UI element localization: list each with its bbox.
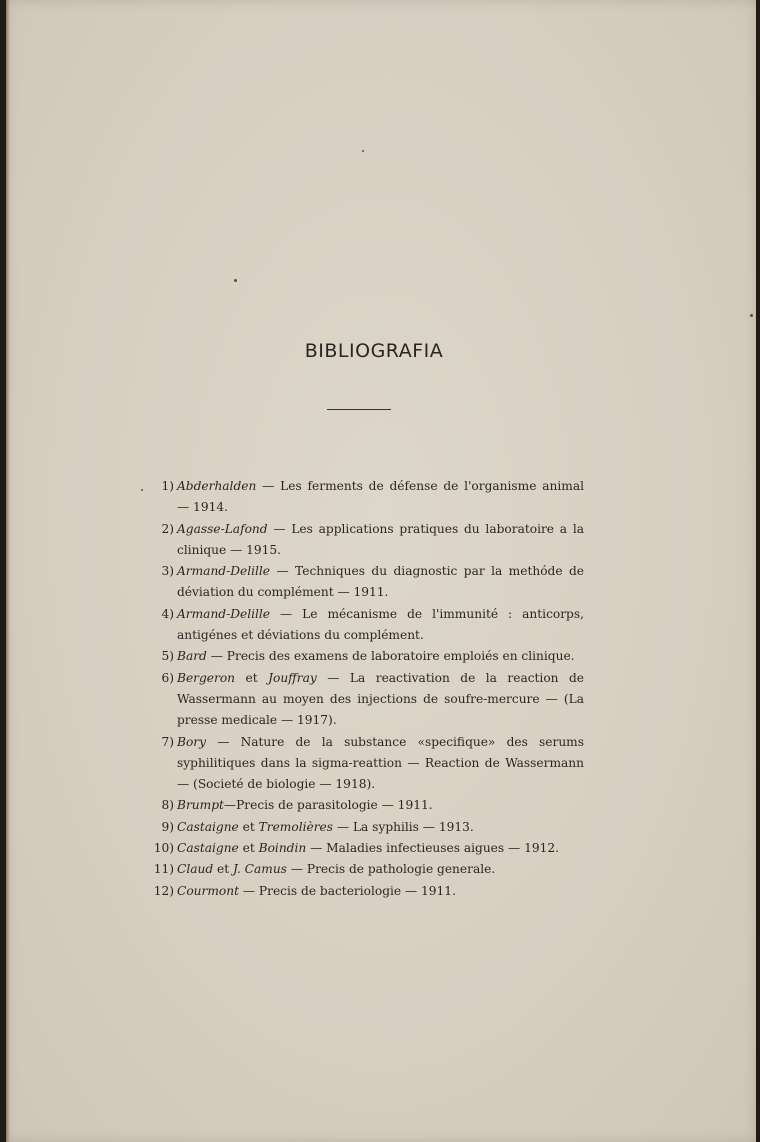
entry-number: 1) — [161, 479, 174, 493]
paper-speck — [141, 489, 143, 491]
bibliography-entry — [150, 817, 584, 838]
entry-author: Bergeron — [177, 670, 236, 685]
entry-citation: — Techniques du diagnostic par la methóde de déviation du complément — 1911. — [177, 564, 584, 600]
title-divider — [327, 409, 391, 410]
bibliography-entry — [150, 668, 584, 732]
entry-text — [177, 859, 584, 880]
entry-text — [177, 668, 584, 732]
entry-author: Castaigne — [177, 841, 239, 856]
entry-citation: — Nature de la substance «specifique» des serums syphilitiques dans la sigma-reattion — Reaction de Wassermann — (Societé de biologie — 1918). — [177, 734, 584, 792]
entry-text — [177, 795, 584, 816]
entry-coauthor: Tremolières — [258, 819, 334, 834]
entry-text — [177, 646, 584, 667]
bibliography-entry — [150, 519, 584, 562]
entry-coauthor: Boindin — [258, 841, 307, 856]
entry-citation: — Les applications pratiques du laboratoire a la clinique — 1915. — [177, 521, 584, 557]
entry-citation: — Precis de pathologie generale. — [286, 862, 496, 877]
paper-speck — [750, 314, 753, 317]
entry-citation: — Le mécanisme de l'immunité : anticorps, antigénes et déviations du complément. — [177, 606, 584, 643]
entry-citation: — La syphilis — 1913. — [333, 819, 474, 834]
bibliography-entry — [150, 795, 584, 816]
entry-coauthor: J. Camus — [233, 862, 287, 877]
entry-citation: — Maladies infectieuses aigues — 1912. — [306, 841, 559, 856]
entry-number: 8) — [161, 798, 174, 813]
entry-number: 9) — [161, 819, 174, 834]
entry-number: 5) — [161, 649, 174, 664]
paper-speck — [234, 279, 237, 282]
entry-number: 2) — [161, 521, 174, 536]
entry-conjunction: et — [213, 862, 233, 877]
entry-author: Claud — [177, 862, 214, 877]
entry-author: Abderhalden — [177, 479, 257, 493]
entry-text — [177, 817, 584, 838]
entry-citation: — Precis de bacteriologie — 1911. — [238, 883, 456, 898]
bibliography-entry — [150, 881, 584, 902]
entry-number: 3) — [161, 564, 174, 579]
entry-text — [177, 519, 584, 562]
entry-text — [177, 561, 584, 604]
bibliography-entry — [150, 561, 584, 604]
bibliography-entry — [150, 476, 584, 519]
entry-text — [177, 732, 584, 796]
entry-number: 4) — [161, 606, 174, 621]
entry-conjunction: et — [238, 819, 259, 834]
entry-author: Castaigne — [177, 819, 239, 834]
bibliography-entry — [150, 838, 584, 859]
entry-author: Bard — [177, 649, 207, 664]
entry-author: Brumpt — [177, 798, 224, 813]
bibliography-entry — [150, 604, 584, 647]
entry-number: 12) — [153, 883, 174, 898]
entry-author: Bory — [177, 734, 207, 749]
entry-number: 11) — [153, 862, 174, 877]
entry-conjunction: et — [235, 670, 269, 685]
entry-citation: — Les ferments de défense de l'organisme animal — 1914. — [177, 479, 584, 515]
entry-text — [177, 881, 584, 902]
entry-citation: — La reactivation de la reaction de Wassermann au moyen des injections de soufre-mercure — (La presse medicale — 1917). — [177, 670, 585, 728]
entry-citation: —Precis de parasitologie — 1911. — [223, 798, 433, 813]
bibliography-entry — [150, 732, 584, 796]
entry-text — [177, 476, 584, 519]
entry-coauthor: Jouffray — [268, 670, 317, 685]
page-title: BIBLIOGRAFIA — [304, 340, 444, 362]
entry-citation: — Precis des examens de laboratoire emploiés en clinique. — [206, 649, 575, 664]
entry-number: 7) — [161, 734, 174, 749]
entry-number: 6) — [161, 670, 174, 685]
entry-text — [177, 838, 584, 859]
bibliography-entry — [150, 859, 584, 880]
entry-author: Armand-Delille — [177, 564, 271, 579]
bibliography-entry — [150, 646, 584, 667]
entry-author: Courmont — [177, 883, 239, 898]
entry-author: Agasse-Lafond — [177, 521, 268, 536]
paper-speck — [362, 150, 364, 152]
entry-number: 10) — [153, 841, 174, 856]
bibliography-list — [150, 476, 584, 902]
entry-conjunction: et — [238, 841, 259, 856]
entry-author: Armand-Delille — [177, 606, 271, 621]
entry-text — [177, 604, 584, 647]
